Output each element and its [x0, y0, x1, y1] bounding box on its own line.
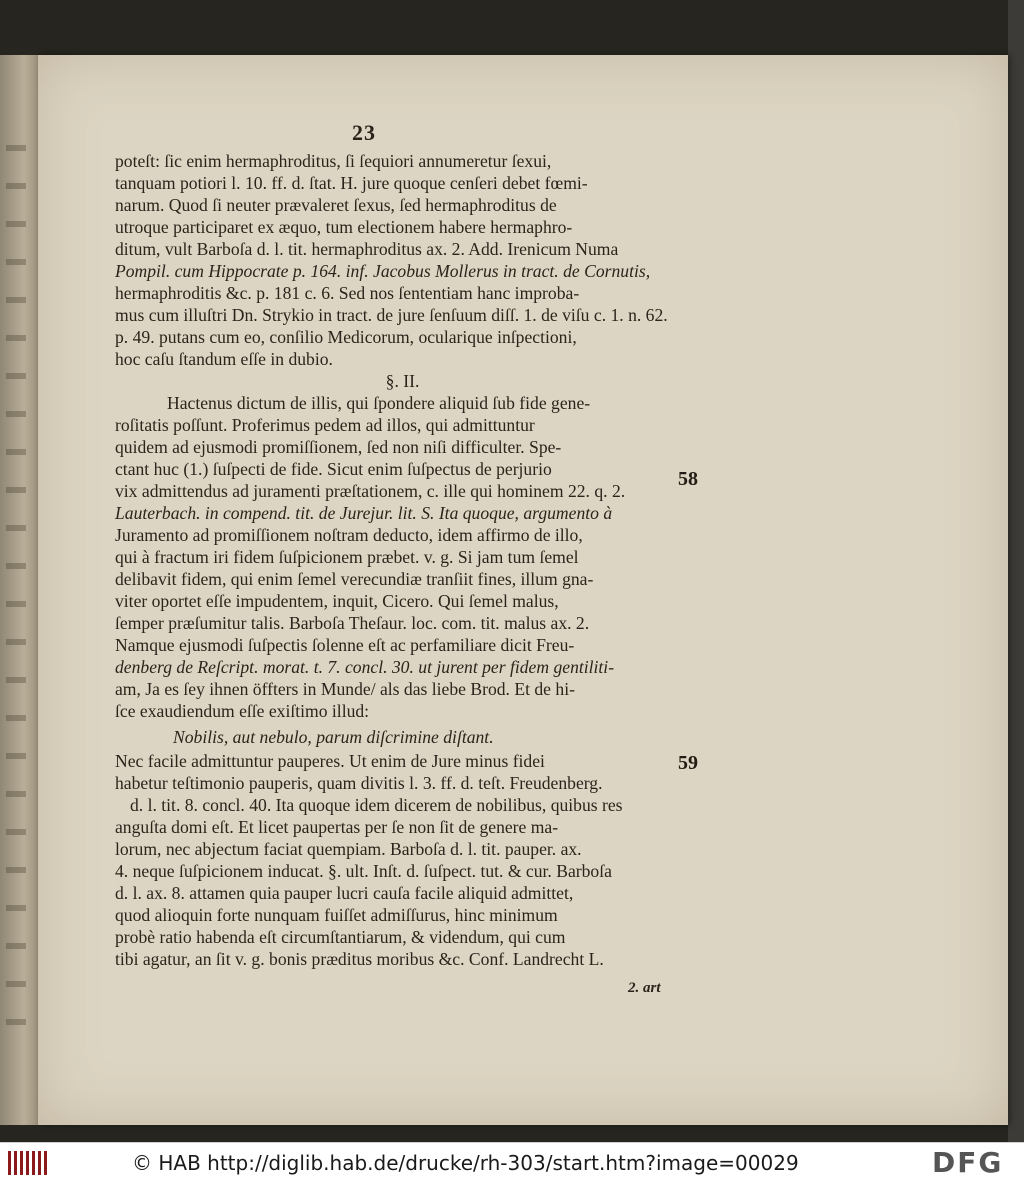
text-line: quod alioquin forte nunquam fuiſſet admiſſurus, hinc minimum: [115, 905, 558, 925]
text-line: lorum, nec abjectum faciat quempiam. Barboſa d. l. tit. pauper. ax.: [115, 839, 582, 859]
text-line: hermaphroditis &c. p. 181 c. 6. Sed nos ſententiam hanc improba-: [115, 283, 580, 303]
section-heading: §. II.: [385, 371, 420, 391]
text-line: vix admittendus ad juramenti præſtationem, c. ille qui hominem 22. q. 2.: [115, 481, 626, 501]
previous-page-edge: [0, 55, 40, 1125]
text-line: habetur teſtimonio pauperis, quam divitis l. 3. ff. d. teſt. Freudenberg.: [115, 773, 603, 793]
text-line: Namque ejusmodi ſuſpectis ſolenne eſt ac perfamiliare dicit Freu-: [115, 635, 575, 655]
text-line: tibi agatur, an ſit v. g. bonis præditus moribus &c. Conf. Landrecht L.: [115, 949, 604, 969]
text-line: Lauterbach. in compend. tit. de Jurejur. lit. S. Ita quoque, argumento à: [115, 503, 613, 523]
text-line: ctant huc (1.) ſuſpecti de fide. Sicut enim ſuſpectus de perjurio: [115, 459, 552, 479]
text-line: am, Ja es ſey ihnen öffters in Munde/ als das liebe Brod. Et de hi-: [115, 679, 575, 699]
text-line: Pompil. cum Hippocrate p. 164. inf. Jacobus Mollerus in tract. de Cornutis,: [115, 261, 651, 281]
bleed-through-marks: [6, 145, 26, 1045]
text-line: d. l. ax. 8. attamen quia pauper lucri cauſa facile aliquid admittet,: [115, 883, 574, 903]
text-line: ſemper præſumitur talis. Barboſa Theſaur. loc. com. tit. malus ax. 2.: [115, 613, 590, 633]
text-line: poteſt: ſic enim hermaphroditus, ſi ſequiori annumeretur ſexui,: [115, 151, 552, 171]
text-line: utroque participaret ex æquo, tum electionem habere hermaphro-: [115, 217, 573, 237]
text-line: hoc caſu ſtandum eſſe in dubio.: [115, 349, 333, 369]
text-line: Nec facile admittuntur pauperes. Ut enim de Jure minus fidei: [115, 751, 545, 771]
dfg-logo: DFG: [932, 1146, 1004, 1179]
text-line: d. l. tit. 8. concl. 40. Ita quoque idem dicerem de nobilibus, quibus res: [130, 795, 623, 815]
page-number: 23: [352, 120, 376, 145]
text-line: anguſta domi eſt. Et licet paupertas per ſe non ſit de genere ma-: [115, 817, 559, 837]
text-line: mus cum illuſtri Dn. Strykio in tract. de jure ſenſuum diſſ. 1. de viſu c. 1. n. 62.: [115, 305, 668, 325]
text-line: roſitatis poſſunt. Proferimus pedem ad illos, qui admittuntur: [115, 415, 535, 435]
text-line: narum. Quod ſi neuter prævaleret ſexus, ſed hermaphroditus de: [115, 195, 557, 215]
text-line: Juramento ad promiſſionem noſtram deducto, idem affirmo de illo,: [115, 525, 583, 545]
hab-logo-icon: [8, 1151, 48, 1175]
margin-number: 58: [678, 468, 698, 490]
text-line: ſce exaudiendum eſſe exiſtimo illud:: [115, 701, 370, 721]
footer-bar: [0, 1142, 1024, 1183]
text-line: probè ratio habenda eſt circumſtantiarum, & videndum, qui cum: [115, 927, 566, 947]
right-binding-strip: [1008, 0, 1024, 1142]
text-line: viter oportet eſſe impudentem, inquit, Cicero. Qui ſemel malus,: [115, 591, 559, 611]
text-line: p. 49. putans cum eo, conſilio Medicorum, ocularique inſpectioni,: [115, 327, 577, 347]
margin-number: 59: [678, 752, 698, 774]
text-line: ditum, vult Barboſa d. l. tit. hermaphroditus ax. 2. Add. Irenicum Numa: [115, 239, 619, 259]
text-line: 4. neque ſuſpicionem inducat. §. ult. Inſt. d. ſuſpect. tut. & cur. Barboſa: [115, 861, 612, 881]
verse-line: Nobilis, aut nebulo, parum diſcrimine diſtant.: [173, 727, 494, 747]
text-line: Hactenus dictum de illis, qui ſpondere aliquid ſub fide gene-: [167, 393, 591, 413]
copyright-url[interactable]: © HAB http://diglib.hab.de/drucke/rh-303/start.htm?image=00029: [132, 1151, 799, 1175]
text-line: denberg de Reſcript. morat. t. 7. concl. 30. ut jurent per fidem gentiliti-: [115, 657, 615, 677]
text-line: quidem ad ejusmodi promiſſionem, ſed non niſi difficulter. Spe-: [115, 437, 562, 457]
text-line: tanquam potiori l. 10. ff. d. ſtat. H. jure quoque cenſeri debet fœmi-: [115, 173, 588, 193]
text-line: qui à fractum iri fidem ſuſpicionem præbet. v. g. Si jam tum ſemel: [115, 547, 579, 567]
text-line: delibavit fidem, qui enim ſemel verecundiæ tranſiit fines, illum gna-: [115, 569, 594, 589]
catchword: 2. art: [628, 980, 661, 996]
